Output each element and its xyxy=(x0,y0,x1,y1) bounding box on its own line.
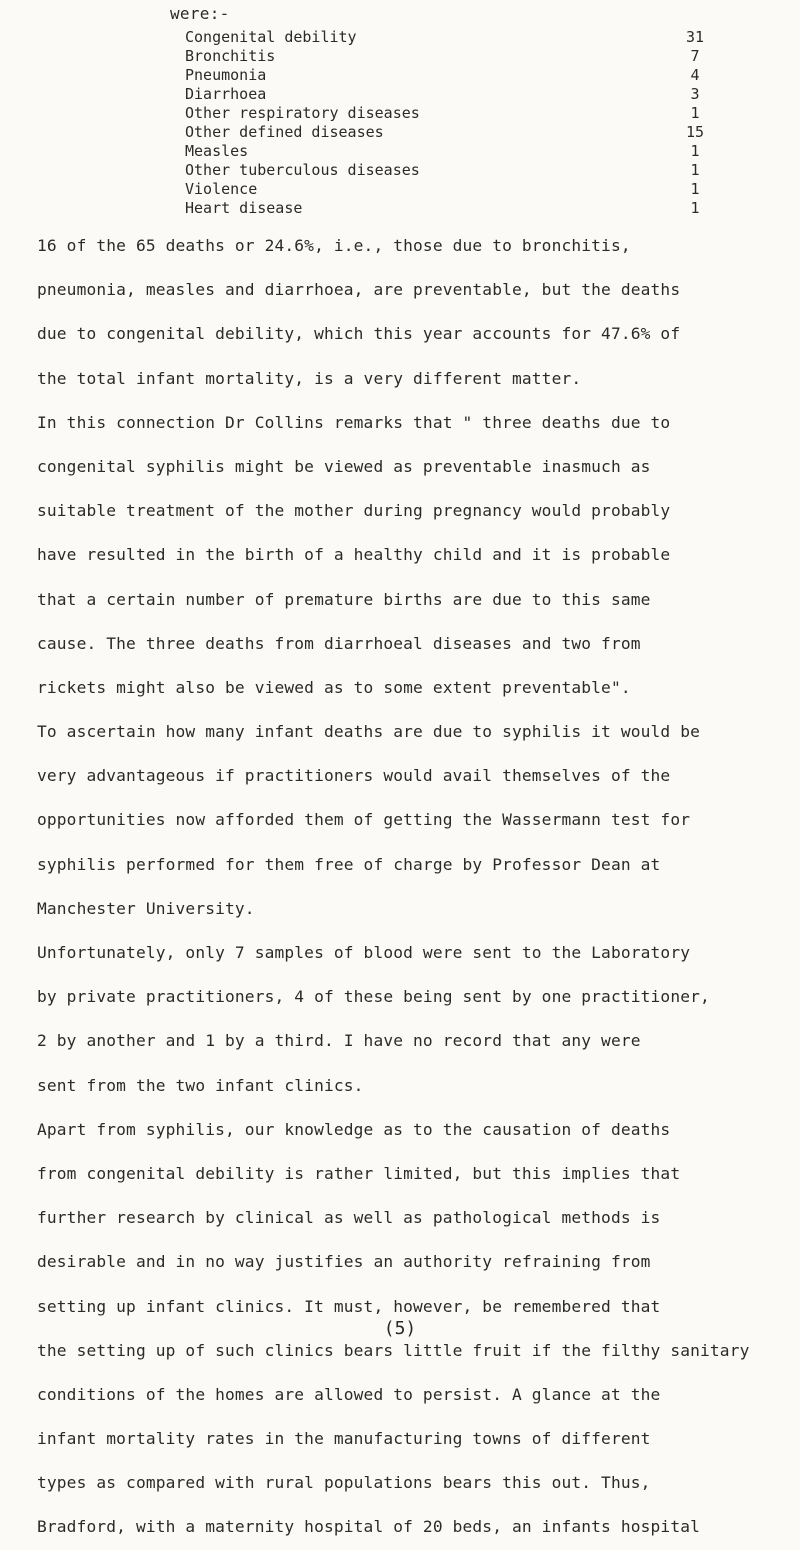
cause-row xyxy=(185,199,800,218)
text-line: sent from the two infant clinics. xyxy=(37,1075,364,1095)
cause-count: 7 xyxy=(690,47,700,65)
intro-text: were:- xyxy=(170,4,230,23)
cause-label: Other respiratory diseases xyxy=(185,104,420,122)
cause-count: 1 xyxy=(690,104,700,122)
text-line: due to congenital debility, which this year accounts for 47.6% of xyxy=(37,324,681,344)
text-line: the setting up of such clinics bears little fruit if the filthy sanitary xyxy=(37,1340,750,1360)
cause-row xyxy=(185,28,800,47)
cause-count: 1 xyxy=(690,161,700,179)
text-line: Unfortunately, only 7 samples of blood were sent to the Laboratory xyxy=(37,943,691,962)
text-line: by private practitioners, 4 of these being sent by one practitioner, xyxy=(37,987,710,1007)
text-line: In this connection Dr Collins remarks that " three deaths due to xyxy=(37,412,671,432)
text-line: very advantageous if practitioners would avail themselves of the xyxy=(37,766,671,786)
cause-label: Diarrhoea xyxy=(185,85,267,103)
text-line: have resulted in the birth of a healthy child and it is probable xyxy=(37,545,671,565)
text-line: opportunities now afforded them of getting the Wassermann test for xyxy=(37,810,691,830)
cause-row xyxy=(185,123,800,142)
text-line: further research by clinical as well as pathological methods is xyxy=(37,1208,661,1228)
cause-count: 31 xyxy=(685,28,705,46)
cause-label: Bronchitis xyxy=(185,47,276,65)
text-line: types as compared with rural populations bears this out. Thus, xyxy=(37,1473,651,1493)
cause-row xyxy=(185,66,800,85)
page-number: (5) xyxy=(383,1318,417,1339)
text-line: setting up infant clinics. It must, however, be remembered that xyxy=(37,1296,661,1316)
cause-label: Heart disease xyxy=(185,199,303,217)
text-line: rickets might also be viewed as to some extent preventable". xyxy=(37,677,631,697)
cause-label: Measles xyxy=(185,142,249,160)
text-line: syphilis performed for them free of charge by Professor Dean at xyxy=(37,854,661,874)
cause-label: Violence xyxy=(185,180,258,198)
text-line: 16 of the 65 deaths or 24.6%, i.e., those due to bronchitis, xyxy=(37,236,631,255)
text-line: congenital syphilis might be viewed as preventable inasmuch as xyxy=(37,456,651,476)
text-line: the total infant mortality, is a very different matter. xyxy=(37,368,582,388)
text-line: cause. The three deaths from diarrhoeal diseases and two from xyxy=(37,633,641,653)
cause-row xyxy=(185,142,800,161)
text-line: suitable treatment of the mother during pregnancy would probably xyxy=(37,501,671,521)
cause-count: 15 xyxy=(685,123,705,141)
text-line: infant mortality rates in the manufacturing towns of different xyxy=(37,1429,651,1449)
text-line: Apart from syphilis, our knowledge as to the causation of deaths xyxy=(37,1119,671,1139)
causes-of-death-list xyxy=(185,28,800,218)
text-line: desirable and in no way justifies an authority refraining from xyxy=(37,1252,651,1272)
cause-count: 3 xyxy=(690,85,700,103)
cause-row xyxy=(185,180,800,199)
text-line: pneumonia, measles and diarrhoea, are preventable, but the deaths xyxy=(37,280,681,300)
text-line: Manchester University. xyxy=(37,898,255,918)
cause-row xyxy=(185,161,800,180)
text-line: conditions of the homes are allowed to persist. A glance at the xyxy=(37,1384,661,1404)
text-line: 2 by another and 1 by a third. I have no record that any were xyxy=(37,1031,641,1051)
cause-row xyxy=(185,47,800,66)
cause-label: Other defined diseases xyxy=(185,123,384,141)
cause-count: 1 xyxy=(690,142,700,160)
cause-label: Other tuberculous diseases xyxy=(185,161,420,179)
cause-count: 1 xyxy=(690,199,700,217)
text-line: from congenital debility is rather limited, but this implies that xyxy=(37,1163,681,1183)
cause-label: Pneumonia xyxy=(185,66,267,84)
text-line: that a certain number of premature births are due to this same xyxy=(37,589,651,609)
text-line: Bradford, with a maternity hospital of 20 beds, an infants hospital xyxy=(37,1517,701,1537)
text-line: To ascertain how many infant deaths are due to syphilis it would be xyxy=(37,722,701,742)
cause-label: Congenital debility xyxy=(185,28,357,46)
cause-count: 4 xyxy=(690,66,700,84)
cause-count: 1 xyxy=(690,180,700,198)
cause-row xyxy=(185,104,800,123)
cause-row xyxy=(185,85,800,104)
